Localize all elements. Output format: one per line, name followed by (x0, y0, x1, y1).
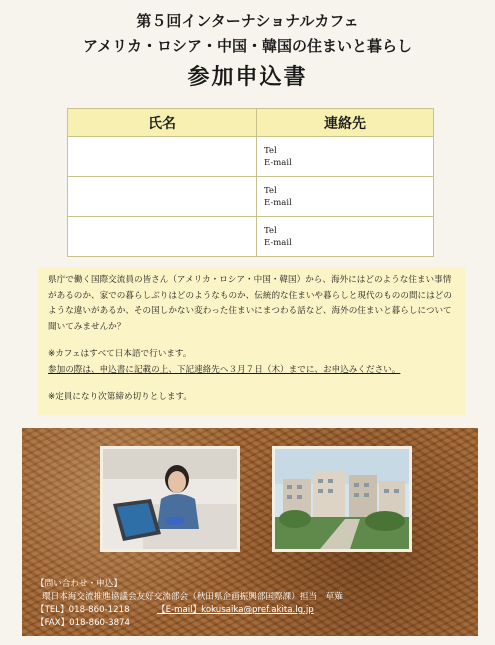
email-address[interactable]: 【E-mail】kokusaika@pref.akita.lg.jp (157, 605, 314, 615)
language-note: ※カフェはすべて日本語で行います。 (48, 349, 192, 359)
tel-label: Tel (264, 225, 277, 236)
footer-band (22, 428, 478, 636)
name-column-header: 氏名 (68, 109, 257, 137)
email-label: E-mail (264, 237, 292, 248)
table-row (68, 217, 434, 257)
event-theme: アメリカ・ロシア・中国・韓国の住まいと暮らし (83, 37, 412, 55)
tel-number: 【TEL】018-860-1218 (36, 605, 130, 615)
table-header-row (68, 109, 434, 137)
contact-cell[interactable] (257, 217, 434, 257)
contact-column-header: 連絡先 (257, 109, 434, 137)
email-label: E-mail (264, 157, 292, 168)
contact-heading: 【問い合わせ・申込】 (36, 579, 122, 589)
table-row (68, 177, 434, 217)
name-cell[interactable] (68, 137, 257, 177)
email-label: E-mail (264, 197, 292, 208)
notice-body: 県庁で働く国際交流員の皆さん（アメリカ・ロシア・中国・韓国）から、海外にはどのような住まい事情があるのか、家での暮らしぶりはどのようなものか、伝統的な住まいや暮らしと現代のものの間にはどのような違いがあるか、その国しかない変わった住まいにまつわる話など、海外の住まいと暮らしについて聞いてみませんか？ (48, 275, 452, 332)
presenter-photo (100, 446, 240, 552)
contact-info (36, 578, 343, 630)
application-table (67, 108, 434, 257)
notice-box (38, 267, 465, 415)
page-title: 参加申込書 (187, 65, 308, 90)
name-cell[interactable] (68, 217, 257, 257)
tel-label: Tel (264, 145, 277, 156)
contact-cell[interactable] (257, 137, 434, 177)
tel-label: Tel (264, 185, 277, 196)
event-series-title: 第５回インターナショナルカフェ (136, 12, 359, 30)
fax-number: 【FAX】018-860-3874 (36, 618, 130, 628)
deadline-note: 参加の際は、申込書に記載の上、下記連絡先へ３月７日（木）までに、お申込みください。 (48, 364, 401, 375)
table-row (68, 137, 434, 177)
name-cell[interactable] (68, 177, 257, 217)
capacity-note: ※定員になり次第締め切りとします。 (48, 392, 193, 402)
contact-cell[interactable] (257, 177, 434, 217)
housing-photo (272, 446, 412, 552)
organization: 環日本海交流推進協議会友好交流部会（秋田県企画振興部国際課）担当 草薙 (42, 592, 343, 602)
